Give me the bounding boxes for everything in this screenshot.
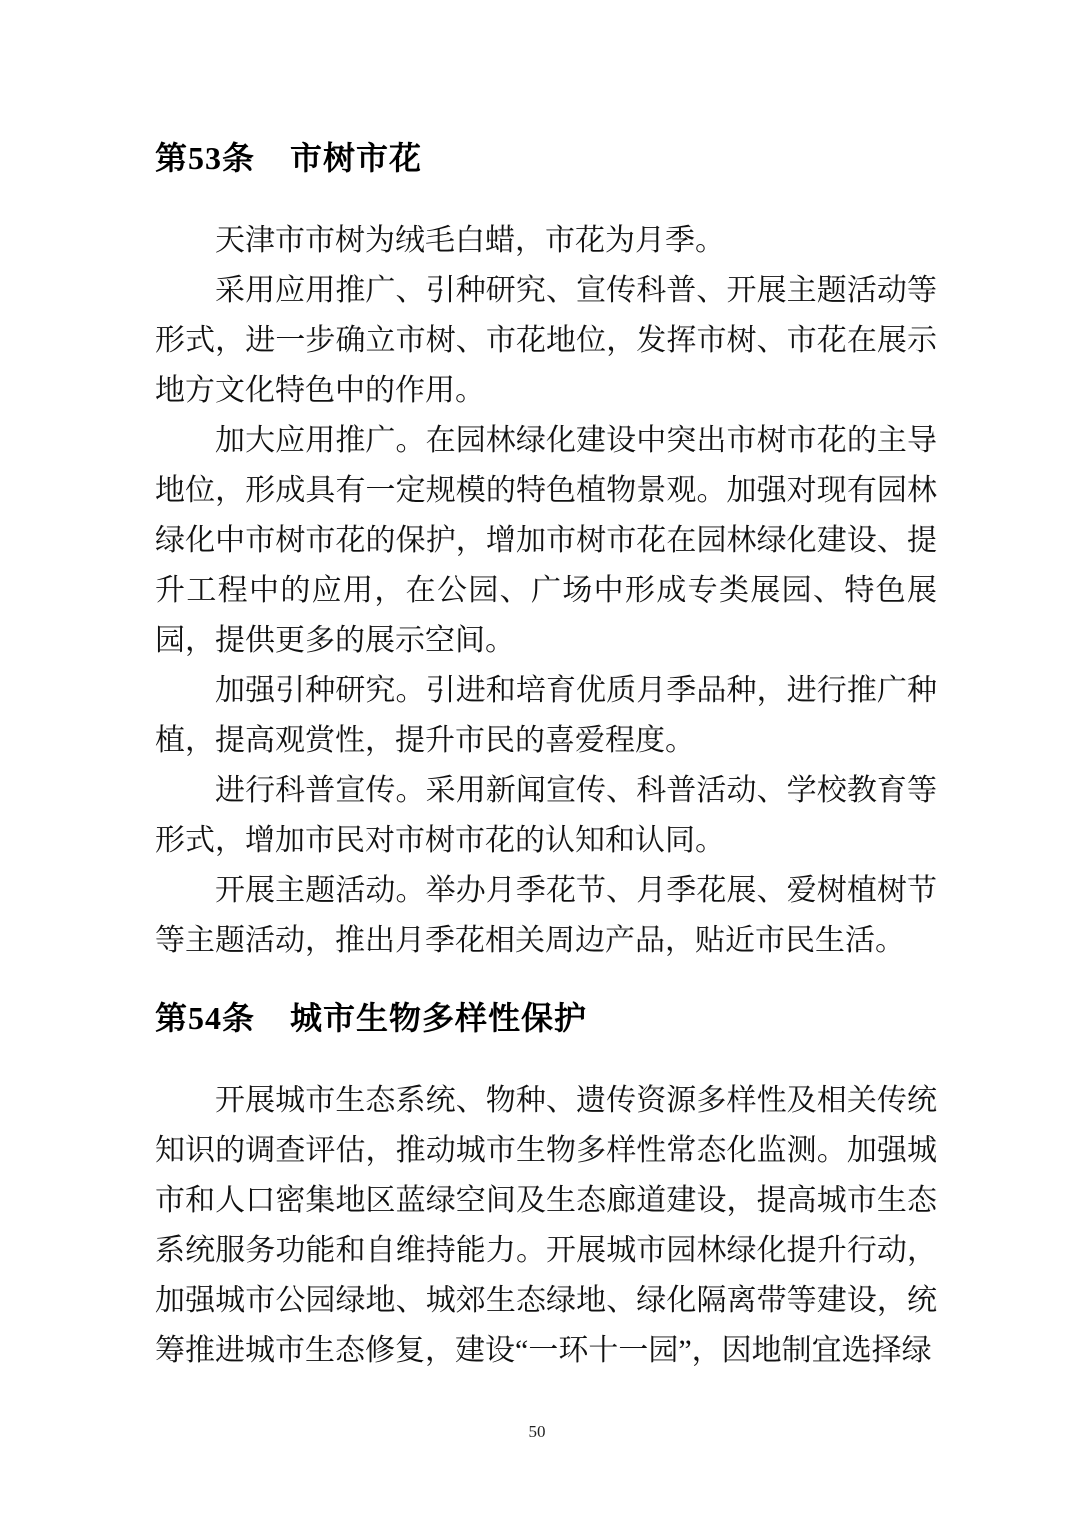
article-54-paragraph-1: 开展城市生态系统、物种、遗传资源多样性及相关传统知识的调查评估，推动城市生物多样性常态化监测。加强城市和人口密集地区蓝绿空间及生态廊道建设，提高城市生态系统服务功能和自维持能力。开展城市园林绿化提升行动，加强城市公园绿地、城郊生态绿地、绿化隔离带等建设，统筹推进城市生态修复，建设“一环十一园”，因地制宜选择绿 bbox=[155, 1084, 937, 1367]
article-54-title: 城市生物多样性保护 bbox=[290, 1000, 588, 1036]
article-53-paragraph-4: 加强引种研究。引进和培育优质月季品种，进行推广种植，提高观赏性，提升市民的喜爱程度。 bbox=[155, 674, 937, 757]
article-53-paragraph-2: 采用应用推广、引种研究、宣传科普、开展主题活动等形式，进一步确立市树、市花地位，发挥市树、市花在展示地方文化特色中的作用。 bbox=[155, 274, 937, 407]
document-content bbox=[155, 0, 937, 1376]
article-53-paragraph-3: 加大应用推广。在园林绿化建设中突出市树市花的主导地位，形成具有一定规模的特色植物景观。加强对现有园林绿化中市树市花的保护，增加市树市花在园林绿化建设、提升工程中的应用，在公园、广场中形成专类展园、特色展园，提供更多的展示空间。 bbox=[155, 424, 937, 657]
article-54-heading bbox=[155, 998, 937, 1038]
article-53-paragraph-5: 进行科普宣传。采用新闻宣传、科普活动、学校教育等形式，增加市民对市树市花的认知和认同。 bbox=[155, 774, 937, 857]
article-53-number: 第53条 bbox=[155, 140, 256, 176]
article-54-number: 第54条 bbox=[155, 1000, 256, 1036]
article-53-heading bbox=[155, 138, 937, 178]
article-53-paragraph-1: 天津市市树为绒毛白蜡，市花为月季。 bbox=[215, 224, 725, 257]
page-number: 50 bbox=[528, 1422, 546, 1441]
article-53-paragraph-6: 开展主题活动。举办月季花节、月季花展、爱树植树节等主题活动，推出月季花相关周边产品，贴近市民生活。 bbox=[155, 874, 937, 957]
article-53-title: 市树市花 bbox=[290, 140, 423, 176]
